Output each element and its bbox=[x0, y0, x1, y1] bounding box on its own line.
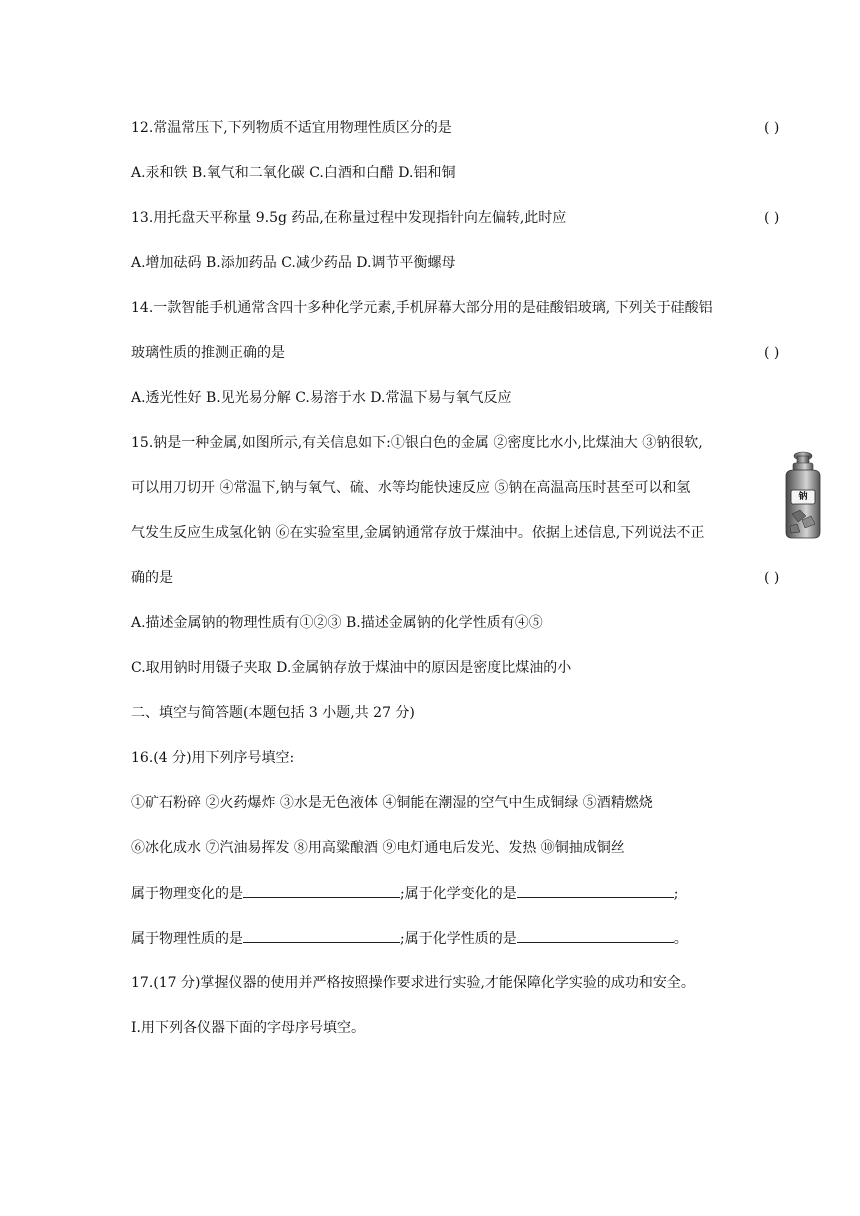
q15-options-ab: A.描述金属钠的物理性质有①②③ B.描述金属钠的化学性质有④⑤ bbox=[131, 615, 543, 631]
line1-end: ; bbox=[673, 886, 679, 902]
q14-answer-paren: ( ) bbox=[764, 345, 780, 361]
q16-fill-line1 bbox=[131, 883, 678, 903]
physical-property-label: 属于物理性质的是 bbox=[131, 931, 243, 947]
line2-end: 。 bbox=[673, 931, 688, 947]
q16-items-line2: ⑥冰化成水 ⑦汽油易挥发 ⑧用高粱酿酒 ⑨电灯通电后发光、发热 ⑩铜抽成铜丝 bbox=[131, 840, 625, 856]
q13-options: A.增加砝码 B.添加药品 C.减少药品 D.调节平衡螺母 bbox=[131, 255, 456, 271]
physical-change-blank[interactable] bbox=[243, 883, 400, 898]
q15-stem-line4: 确的是 bbox=[131, 570, 173, 586]
q16-items-line1: ①矿石粉碎 ②火药爆炸 ③水是无色液体 ④铜能在潮湿的空气中生成铜绿 ⑤酒精燃烧 bbox=[131, 795, 653, 811]
q15-answer-paren: ( ) bbox=[764, 570, 780, 586]
q12-answer-paren: ( ) bbox=[764, 120, 780, 136]
q14-stem-line2: 玻璃性质的推测正确的是 bbox=[131, 345, 285, 361]
q16-fill-line2 bbox=[131, 928, 688, 948]
chemical-property-blank[interactable] bbox=[517, 928, 674, 943]
q16-stem: 16.(4 分)用下列序号填空: bbox=[131, 750, 295, 766]
q14-options: A.透光性好 B.见光易分解 C.易溶于水 D.常温下易与氧气反应 bbox=[131, 390, 512, 406]
physical-property-blank[interactable] bbox=[243, 928, 400, 943]
section2-title: 二、填空与简答题(本题包括 3 小题,共 27 分) bbox=[131, 705, 415, 721]
q12-options: A.汞和铁 B.氧气和二氧化碳 C.白酒和白醋 D.铝和铜 bbox=[131, 165, 456, 181]
q17-stem: 17.(17 分)掌握仪器的使用并严格按照操作要求进行实验,才能保障化学实验的成功和安全。 bbox=[131, 975, 695, 991]
q15-stem-line1: 15.钠是一种金属,如图所示,有关信息如下:①银白色的金属 ②密度比水小,比煤油大 ③钠很软, bbox=[131, 435, 703, 451]
q15-stem-line2: 可以用刀切开 ④常温下,钠与氧气、硫、水等均能快速反应 ⑤钠在高温高压时甚至可以和氢 bbox=[131, 480, 691, 496]
chemical-change-label: ;属于化学变化的是 bbox=[400, 886, 517, 902]
physical-change-label: 属于物理变化的是 bbox=[131, 886, 243, 902]
chemical-property-label: ;属于化学性质的是 bbox=[400, 931, 517, 947]
q15-options-cd: C.取用钠时用镊子夹取 D.金属钠存放于煤油中的原因是密度比煤油的小 bbox=[131, 660, 572, 676]
sodium-jar-label: 钠 bbox=[798, 492, 808, 502]
sodium-jar-image bbox=[778, 450, 828, 540]
q13-stem: 13.用托盘天平称量 9.5g 药品,在称量过程中发现指针向左偏转,此时应 bbox=[131, 210, 567, 226]
q17-part1: Ⅰ.用下列各仪器下面的字母序号填空。 bbox=[131, 1020, 365, 1036]
q14-stem-line1: 14.一款智能手机通常含四十多种化学元素,手机屏幕大部分用的是硅酸铝玻璃, 下列关于硅酸铝 bbox=[131, 300, 713, 316]
chemical-change-blank[interactable] bbox=[517, 883, 674, 898]
q15-stem-line3: 气发生反应生成氢化钠 ⑥在实验室里,金属钠通常存放于煤油中。依据上述信息,下列说法不正 bbox=[131, 525, 705, 541]
q12-stem: 12.常温常压下,下列物质不适宜用物理性质区分的是 bbox=[131, 120, 452, 136]
q13-answer-paren: ( ) bbox=[764, 210, 780, 226]
